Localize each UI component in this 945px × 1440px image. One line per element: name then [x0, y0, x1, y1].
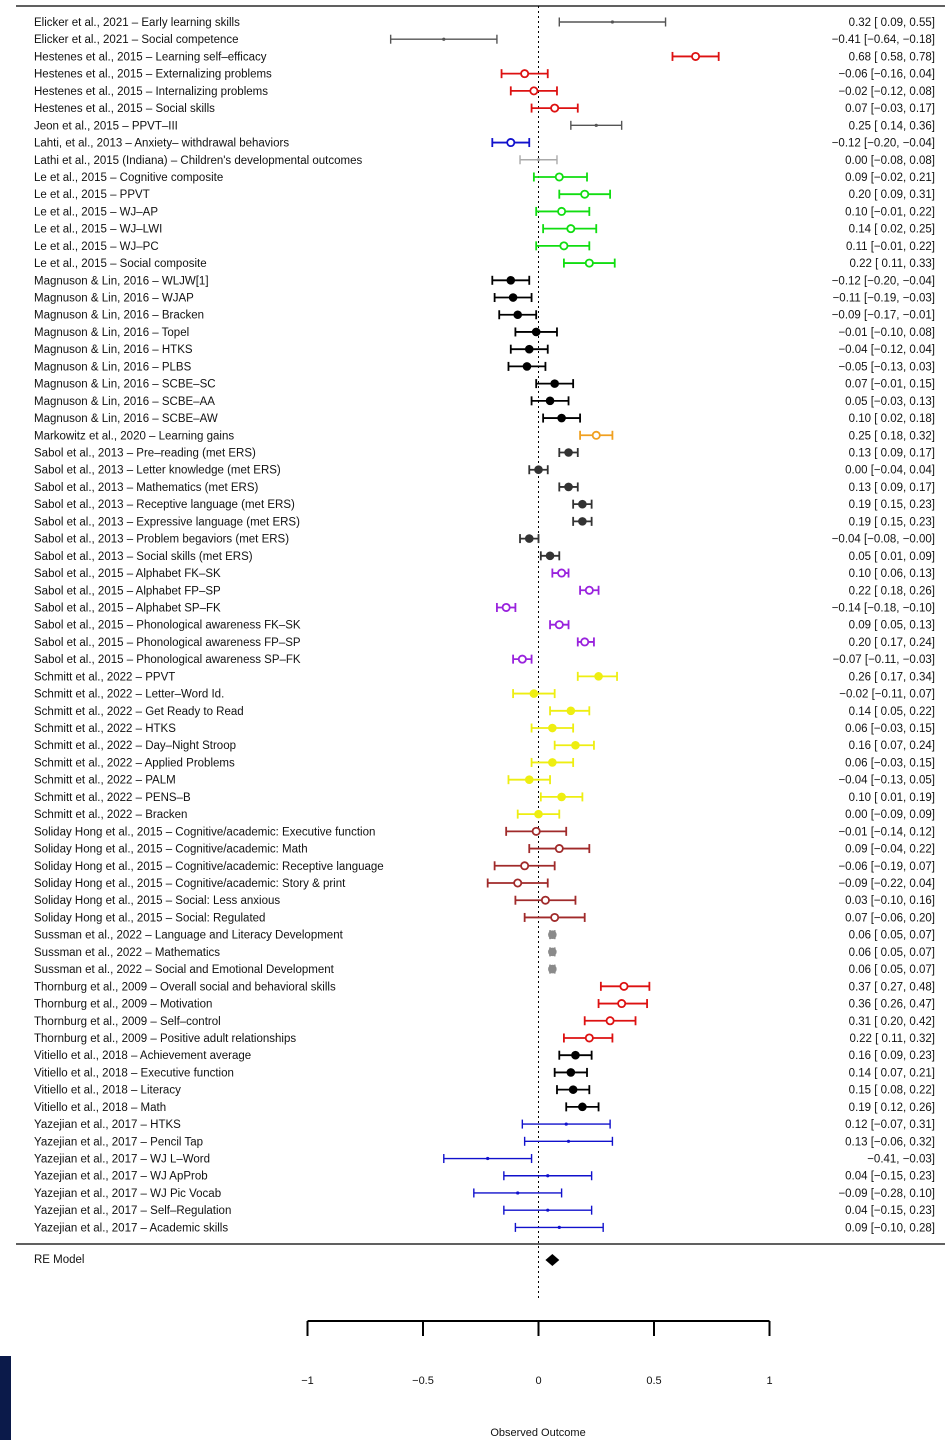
study-row: [34, 1085, 935, 1097]
study-ci-text: 0.05 [−0.03, 0.13]: [845, 395, 935, 408]
study-label: Sussman et al., 2022 – Social and Emotional Development: [34, 964, 334, 977]
study-label: Soliday Hong et al., 2015 – Cognitive/academic: Executive function: [34, 826, 376, 839]
point-estimate: [586, 1034, 593, 1041]
study-row: [34, 499, 935, 511]
point-estimate: [551, 105, 558, 112]
point-estimate: [523, 363, 531, 371]
study-ci-text: 0.11 [−0.01, 0.22]: [846, 240, 935, 253]
point-estimate: [549, 948, 557, 956]
study-ci-text: −0.01 [−0.14, 0.12]: [838, 826, 935, 839]
study-row: [34, 51, 935, 63]
point-estimate: [579, 500, 587, 508]
study-ci-text: 0.07 [−0.03, 0.17]: [845, 103, 935, 116]
study-ci-text: 0.09 [−0.10, 0.28]: [845, 1222, 935, 1235]
study-label: Schmitt et al., 2022 – PPVT: [34, 671, 176, 684]
x-tick-label: −0.5: [412, 1375, 434, 1387]
point-estimate: [442, 38, 445, 41]
study-label: Yazejian et al., 2017 – WJ Pic Vocab: [34, 1187, 222, 1200]
point-estimate: [692, 53, 699, 60]
point-estimate: [593, 432, 600, 439]
study-label: Soliday Hong et al., 2015 – Cognitive/academic: Receptive language: [34, 860, 384, 873]
study-label: Le et al., 2015 – Cognitive composite: [34, 171, 224, 184]
study-ci-text: 0.25 [ 0.14, 0.36]: [848, 120, 935, 133]
point-estimate: [549, 931, 557, 939]
study-ci-text: 0.03 [−0.10, 0.16]: [845, 895, 935, 908]
study-row: [34, 86, 935, 98]
study-row: [34, 602, 935, 614]
study-ci-text: 0.06 [ 0.05, 0.07]: [848, 964, 935, 977]
point-estimate: [558, 1226, 561, 1229]
study-row: [34, 120, 935, 132]
study-row: [34, 689, 935, 701]
study-ci-text: 0.16 [ 0.07, 0.24]: [848, 740, 935, 753]
point-estimate: [595, 673, 603, 681]
study-label: Lahti, et al., 2013 – Anxiety– withdrawal behaviors: [34, 137, 290, 150]
study-label: Thornburg et al., 2009 – Positive adult relationships: [34, 1032, 297, 1045]
point-estimate: [581, 191, 588, 198]
study-label: Vitiello et al., 2018 – Executive function: [34, 1067, 234, 1080]
study-ci-text: 0.12 [−0.07, 0.31]: [845, 1119, 935, 1132]
study-ci-text: 0.07 [−0.01, 0.15]: [845, 378, 935, 391]
point-estimate: [556, 621, 563, 628]
study-row: [34, 757, 935, 769]
study-ci-text: −0.41 [−0.64, −0.18]: [831, 34, 935, 47]
study-row: [34, 930, 935, 942]
study-label: Hestenes et al., 2015 – Social skills: [34, 103, 215, 116]
study-label: Soliday Hong et al., 2015 – Cognitive/academic: Story & print: [34, 878, 346, 890]
point-estimate: [567, 225, 574, 232]
study-label: Soliday Hong et al., 2015 – Cognitive/academic: Math: [34, 843, 308, 856]
study-ci-text: −0.12 [−0.20, −0.04]: [831, 137, 935, 150]
point-estimate: [556, 845, 563, 852]
study-row: [34, 310, 935, 322]
study-label: Vitiello et al., 2018 – Literacy: [34, 1084, 181, 1097]
point-estimate: [558, 414, 566, 422]
study-label: Magnuson & Lin, 2016 – SCBE–SC: [34, 378, 216, 391]
study-row: [34, 275, 935, 287]
study-ci-text: 0.10 [ 0.02, 0.18]: [848, 413, 935, 426]
study-ci-text: 0.09 [ 0.05, 0.13]: [848, 619, 935, 632]
study-row: [34, 1222, 935, 1234]
study-ci-text: −0.04 [−0.13, 0.05]: [838, 774, 935, 787]
study-ci-text: 0.15 [ 0.08, 0.22]: [848, 1084, 935, 1097]
point-estimate: [509, 294, 517, 302]
study-row: [34, 172, 935, 184]
study-ci-text: −0.01 [−0.10, 0.08]: [838, 326, 935, 339]
study-row: [34, 637, 935, 649]
study-row: [34, 585, 935, 597]
point-estimate: [579, 1103, 587, 1111]
study-row: [34, 1102, 935, 1114]
study-ci-text: 0.22 [ 0.18, 0.26]: [848, 585, 935, 598]
point-estimate: [565, 483, 573, 491]
study-row: [34, 1136, 935, 1148]
study-row: [34, 1067, 935, 1079]
study-row: [34, 809, 935, 821]
study-row: [34, 1119, 935, 1131]
study-label: Yazejian et al., 2017 – HTKS: [34, 1119, 181, 1132]
study-row: [34, 379, 935, 391]
study-label: Thornburg et al., 2009 – Overall social and behavioral skills: [34, 981, 336, 994]
x-tick-label: 0: [535, 1375, 542, 1387]
study-ci-text: −0.06 [−0.16, 0.04]: [838, 68, 935, 81]
point-estimate: [611, 20, 614, 23]
study-ci-text: 0.10 [ 0.01, 0.19]: [848, 791, 935, 804]
study-ci-text: 0.04 [−0.15, 0.23]: [845, 1205, 935, 1218]
point-estimate: [546, 397, 554, 405]
study-ci-text: −0.09 [−0.28, 0.10]: [838, 1187, 935, 1200]
point-estimate: [551, 914, 558, 921]
point-estimate: [567, 1140, 570, 1143]
study-row: [34, 465, 935, 477]
study-ci-text: 0.06 [−0.03, 0.15]: [845, 757, 935, 770]
study-label: Thornburg et al., 2009 – Self–control: [34, 1015, 221, 1028]
study-row: [34, 671, 935, 683]
study-ci-text: 0.10 [ 0.06, 0.13]: [848, 568, 935, 581]
study-row: [34, 413, 935, 425]
study-label: Sabol et al., 2015 – Alphabet SP–FK: [34, 602, 221, 615]
point-estimate: [542, 897, 549, 904]
study-row: [34, 258, 935, 270]
study-label: Elicker et al., 2021 – Early learning skills: [34, 17, 240, 29]
study-ci-text: 0.26 [ 0.17, 0.34]: [848, 671, 935, 684]
study-ci-text: 0.06 [ 0.05, 0.07]: [848, 946, 935, 959]
study-row: [34, 17, 935, 29]
study-row: [34, 155, 935, 167]
study-row: [34, 361, 935, 373]
study-label: Magnuson & Lin, 2016 – Topel: [34, 326, 190, 339]
x-tick-label: 0.5: [646, 1375, 662, 1387]
study-label: Yazejian et al., 2017 – WJ L–Word: [34, 1153, 211, 1166]
point-estimate: [546, 552, 554, 560]
study-label: Sabol et al., 2015 – Phonological awareness SP–FK: [34, 654, 301, 667]
x-axis: [301, 1321, 772, 1387]
point-estimate: [549, 724, 557, 732]
study-ci-text: −0.09 [−0.22, 0.04]: [838, 878, 935, 890]
study-row: [34, 1033, 935, 1045]
study-label: Yazejian et al., 2017 – Self–Regulation: [34, 1205, 232, 1218]
study-label: Schmitt et al., 2022 – Get Ready to Read: [34, 705, 244, 718]
study-ci-text: 0.14 [ 0.02, 0.25]: [848, 223, 935, 236]
study-label: Markowitz et al., 2020 – Learning gains: [34, 430, 235, 443]
study-label: Soliday Hong et al., 2015 – Social: Regulated: [34, 912, 266, 925]
study-row: [34, 999, 935, 1011]
summary-diamond: [545, 1254, 559, 1266]
study-label: Sabol et al., 2013 – Mathematics (met ERS): [34, 481, 259, 494]
study-ci-text: −0.12 [−0.20, −0.04]: [831, 275, 935, 288]
study-row: [34, 1205, 935, 1217]
study-row: [34, 344, 935, 356]
study-row: [34, 293, 935, 305]
study-label: Hestenes et al., 2015 – Internalizing problems: [34, 85, 268, 98]
point-estimate: [579, 518, 587, 526]
study-ci-text: 0.00 [−0.09, 0.09]: [845, 809, 935, 822]
study-row: [34, 775, 935, 787]
study-label: Sabol et al., 2015 – Alphabet FP–SP: [34, 585, 221, 598]
study-ci-text: −0.05 [−0.13, 0.03]: [838, 361, 935, 374]
study-ci-text: 0.04 [−0.15, 0.23]: [845, 1170, 935, 1183]
study-row: [34, 654, 935, 666]
study-row: [34, 1188, 935, 1200]
point-estimate: [560, 242, 567, 249]
study-label: Sabol et al., 2013 – Expressive language (met ERS): [34, 516, 300, 529]
study-row: [34, 620, 935, 632]
study-row: [34, 534, 935, 546]
point-estimate: [586, 587, 593, 594]
point-estimate: [549, 965, 557, 973]
study-label: Yazejian et al., 2017 – WJ ApProb: [34, 1170, 208, 1183]
point-estimate: [567, 707, 575, 715]
study-label: Magnuson & Lin, 2016 – HTKS: [34, 344, 193, 357]
study-label: Soliday Hong et al., 2015 – Social: Less anxious: [34, 895, 281, 908]
study-ci-text: −0.09 [−0.17, −0.01]: [831, 309, 935, 322]
study-label: Schmitt et al., 2022 – Bracken: [34, 809, 188, 822]
study-ci-text: −0.41, −0.03]: [867, 1153, 935, 1166]
study-row: [34, 964, 935, 976]
study-ci-text: 0.14 [ 0.07, 0.21]: [848, 1067, 935, 1080]
point-estimate: [567, 1069, 575, 1077]
study-label: Hestenes et al., 2015 – Learning self–efficacy: [34, 51, 267, 64]
study-row: [34, 740, 935, 752]
study-row: [34, 826, 935, 838]
point-estimate: [556, 173, 563, 180]
point-estimate: [551, 380, 559, 388]
study-row: [34, 844, 935, 856]
study-label: Sabol et al., 2013 – Receptive language (met ERS): [34, 499, 295, 512]
study-label: Sabol et al., 2015 – Alphabet FK–SK: [34, 568, 221, 581]
study-ci-text: 0.16 [ 0.09, 0.23]: [848, 1050, 935, 1063]
study-row: [34, 241, 935, 253]
point-estimate: [565, 1122, 568, 1125]
study-label: Le et al., 2015 – WJ–PC: [34, 240, 159, 253]
study-ci-text: 0.22 [ 0.11, 0.32]: [849, 1032, 935, 1045]
study-ci-text: 0.32 [ 0.09, 0.55]: [848, 17, 935, 29]
point-estimate: [558, 208, 565, 215]
study-row: [34, 878, 935, 890]
study-ci-text: 0.09 [−0.04, 0.22]: [845, 843, 935, 856]
study-label: Le et al., 2015 – Social composite: [34, 258, 207, 271]
study-ci-text: −0.02 [−0.12, 0.08]: [838, 85, 935, 98]
study-label: Schmitt et al., 2022 – Letter–Word Id.: [34, 688, 225, 701]
point-estimate: [546, 1209, 549, 1212]
x-tick-label: 1: [766, 1375, 773, 1387]
study-ci-text: 0.68 [ 0.58, 0.78]: [848, 51, 935, 64]
study-label: Le et al., 2015 – PPVT: [34, 189, 150, 202]
point-estimate: [537, 158, 540, 161]
study-row: [34, 69, 935, 81]
point-estimate: [558, 569, 565, 576]
study-label: Sussman et al., 2022 – Mathematics: [34, 946, 221, 959]
study-row: [34, 551, 935, 563]
point-estimate: [535, 466, 543, 474]
study-row: [34, 1050, 935, 1062]
study-label: Le et al., 2015 – WJ–AP: [34, 206, 159, 219]
study-ci-text: −0.07 [−0.11, −0.03]: [832, 654, 935, 667]
study-label: Magnuson & Lin, 2016 – Bracken: [34, 309, 205, 322]
study-row: [34, 981, 935, 993]
study-ci-text: 0.31 [ 0.20, 0.42]: [848, 1015, 935, 1028]
point-estimate: [535, 810, 543, 818]
study-ci-text: 0.36 [ 0.26, 0.47]: [848, 998, 935, 1011]
study-label: Vitiello et al., 2018 – Achievement average: [34, 1050, 252, 1063]
study-label: Le et al., 2015 – WJ–LWI: [34, 223, 163, 236]
study-row: [34, 206, 935, 218]
study-label: Jeon et al., 2015 – PPVT–III: [34, 120, 178, 133]
study-label: Lathi et al., 2015 (Indiana) – Children's developmental outcomes: [34, 154, 363, 167]
study-label: Magnuson & Lin, 2016 – WJAP: [34, 292, 194, 305]
study-label: Sabol et al., 2013 – Pre–reading (met ERS): [34, 447, 256, 460]
point-estimate: [558, 793, 566, 801]
study-label: Schmitt et al., 2022 – PALM: [34, 774, 176, 787]
study-ci-text: −0.11 [−0.19, −0.03]: [832, 292, 935, 305]
point-estimate: [507, 139, 514, 146]
side-color-bar: [0, 1356, 11, 1440]
study-ci-text: 0.22 [ 0.11, 0.33]: [849, 258, 935, 271]
point-estimate: [516, 1191, 519, 1194]
study-ci-text: −0.06 [−0.19, 0.07]: [838, 860, 935, 873]
x-axis-title: Observed Outcome: [490, 1427, 586, 1439]
study-label: Sabol et al., 2013 – Problem begaviors (met ERS): [34, 533, 290, 546]
point-estimate: [530, 690, 538, 698]
study-label: Yazejian et al., 2017 – Pencil Tap: [34, 1136, 203, 1149]
study-ci-text: 0.07 [−0.06, 0.20]: [845, 912, 935, 925]
point-estimate: [507, 277, 515, 285]
study-row: [34, 1016, 935, 1028]
point-estimate: [533, 828, 540, 835]
study-ci-text: −0.04 [−0.12, 0.04]: [838, 344, 935, 357]
study-row: [34, 189, 935, 201]
study-ci-text: 0.20 [ 0.17, 0.24]: [848, 636, 935, 649]
study-ci-text: 0.19 [ 0.15, 0.23]: [848, 516, 935, 529]
study-label: Schmitt et al., 2022 – HTKS: [34, 723, 176, 736]
summary-label: RE Model: [34, 1254, 85, 1266]
study-ci-text: 0.09 [−0.02, 0.21]: [845, 171, 935, 184]
study-label: Hestenes et al., 2015 – Externalizing problems: [34, 68, 272, 81]
study-row: [34, 1171, 935, 1183]
point-estimate: [572, 741, 580, 749]
study-row: [34, 912, 935, 924]
study-rows: [34, 17, 935, 1234]
point-estimate: [595, 124, 598, 127]
study-row: [34, 1154, 935, 1166]
point-estimate: [618, 1000, 625, 1007]
study-ci-text: 0.13 [ 0.09, 0.17]: [848, 447, 935, 460]
study-label: Magnuson & Lin, 2016 – SCBE–AW: [34, 413, 218, 426]
study-ci-text: 0.00 [−0.08, 0.08]: [845, 154, 935, 167]
point-estimate: [514, 311, 522, 319]
study-ci-text: 0.19 [ 0.12, 0.26]: [848, 1101, 935, 1114]
study-label: Magnuson & Lin, 2016 – SCBE–AA: [34, 395, 215, 408]
study-ci-text: 0.25 [ 0.18, 0.32]: [848, 430, 935, 443]
study-label: Schmitt et al., 2022 – Day–Night Stroop: [34, 740, 236, 753]
study-ci-text: 0.20 [ 0.09, 0.31]: [848, 189, 935, 202]
study-row: [34, 895, 935, 907]
study-row: [34, 34, 935, 46]
study-row: [34, 516, 935, 528]
study-row: [34, 396, 935, 408]
study-row: [34, 103, 935, 115]
study-row: [34, 327, 935, 339]
study-ci-text: 0.13 [ 0.09, 0.17]: [848, 481, 935, 494]
study-ci-text: 0.06 [ 0.05, 0.07]: [848, 929, 935, 942]
study-row: [34, 568, 935, 580]
study-ci-text: −0.04 [−0.08, −0.00]: [831, 533, 935, 546]
study-label: Sabol et al., 2015 – Phonological awareness FP–SP: [34, 636, 301, 649]
point-estimate: [521, 862, 528, 869]
point-estimate: [532, 328, 540, 336]
study-ci-text: 0.14 [ 0.05, 0.22]: [848, 705, 935, 718]
point-estimate: [572, 1051, 580, 1059]
study-row: [34, 861, 935, 873]
study-row: [34, 430, 935, 442]
study-label: Sabol et al., 2015 – Phonological awareness FK–SK: [34, 619, 301, 632]
study-ci-text: 0.37 [ 0.27, 0.48]: [848, 981, 935, 994]
point-estimate: [581, 638, 588, 645]
point-estimate: [503, 604, 510, 611]
point-estimate: [565, 449, 573, 457]
study-row: [34, 792, 935, 804]
study-row: [34, 224, 935, 236]
study-ci-text: 0.00 [−0.04, 0.04]: [845, 464, 935, 477]
point-estimate: [525, 345, 533, 353]
study-row: [34, 947, 935, 959]
study-label: Magnuson & Lin, 2016 – PLBS: [34, 361, 192, 374]
point-estimate: [525, 535, 533, 543]
study-label: Schmitt et al., 2022 – Applied Problems: [34, 757, 235, 770]
point-estimate: [620, 983, 627, 990]
study-label: Vitiello et al., 2018 – Math: [34, 1101, 167, 1114]
point-estimate: [569, 1086, 577, 1094]
point-estimate: [607, 1017, 614, 1024]
study-row: [34, 482, 935, 494]
study-label: Thornburg et al., 2009 – Motivation: [34, 998, 213, 1011]
point-estimate: [486, 1157, 489, 1160]
study-label: Schmitt et al., 2022 – PENS–B: [34, 791, 191, 804]
study-ci-text: 0.06 [−0.03, 0.15]: [845, 723, 935, 736]
x-tick-label: −1: [301, 1375, 314, 1387]
point-estimate: [586, 259, 593, 266]
study-row: [34, 706, 935, 718]
study-label: Elicker et al., 2021 – Social competence: [34, 34, 239, 47]
study-ci-text: −0.14 [−0.18, −0.10]: [831, 602, 935, 615]
study-ci-text: 0.13 [−0.06, 0.32]: [845, 1136, 935, 1149]
point-estimate: [514, 879, 521, 886]
study-row: [34, 448, 935, 460]
study-ci-text: 0.10 [−0.01, 0.22]: [845, 206, 935, 219]
study-label: Magnuson & Lin, 2016 – WLJW[1]: [34, 275, 209, 288]
point-estimate: [549, 759, 557, 767]
study-label: Sabol et al., 2013 – Letter knowledge (met ERS): [34, 464, 281, 477]
study-label: Yazejian et al., 2017 – Academic skills: [34, 1222, 229, 1235]
study-row: [34, 723, 935, 735]
point-estimate: [519, 656, 526, 663]
study-row: [34, 138, 935, 150]
point-estimate: [521, 70, 528, 77]
study-ci-text: −0.02 [−0.11, 0.07]: [839, 688, 935, 701]
point-estimate: [546, 1174, 549, 1177]
study-label: Sabol et al., 2013 – Social skills (met ERS): [34, 550, 253, 563]
point-estimate: [525, 776, 533, 784]
study-ci-text: 0.05 [ 0.01, 0.09]: [848, 550, 935, 563]
point-estimate: [530, 87, 537, 94]
study-ci-text: 0.19 [ 0.15, 0.23]: [848, 499, 935, 512]
study-label: Sussman et al., 2022 – Language and Literacy Development: [34, 929, 343, 942]
